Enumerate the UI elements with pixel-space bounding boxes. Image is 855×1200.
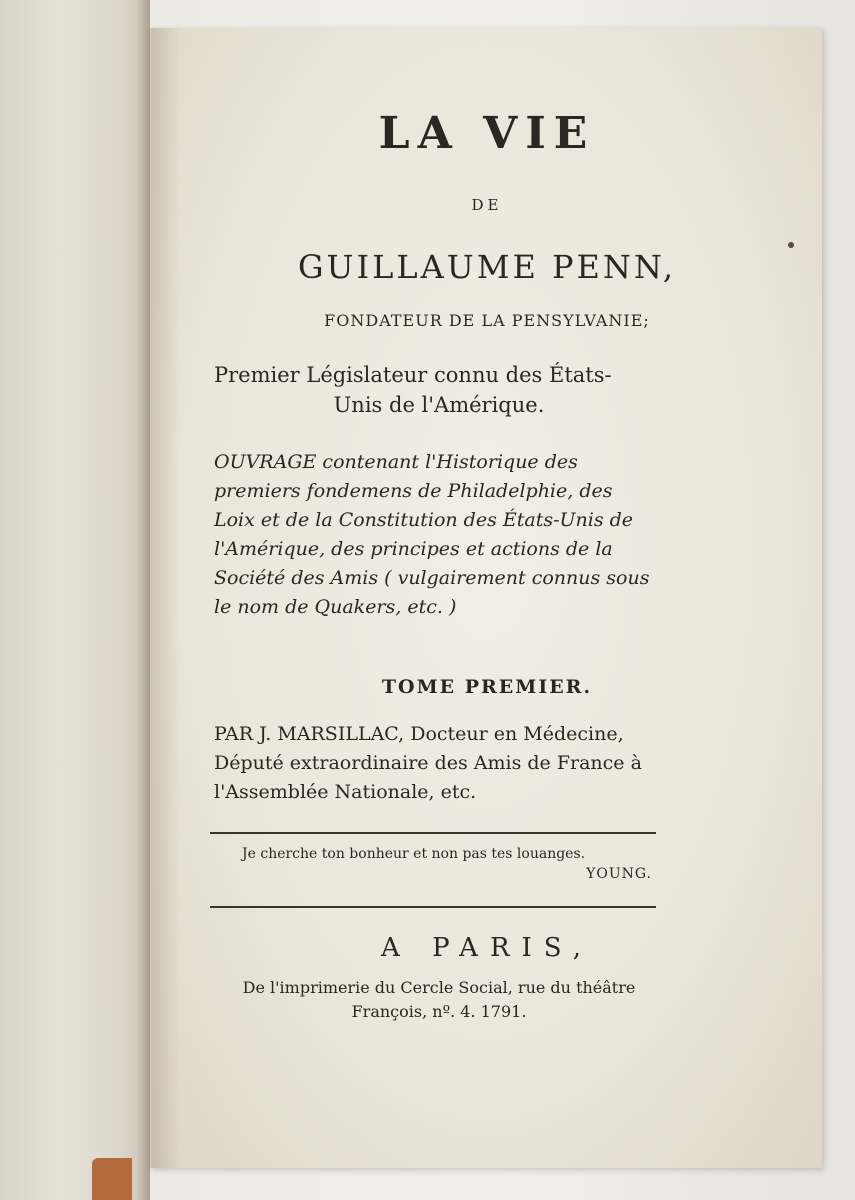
author-line: PAR J. MARSILLAC, Docteur en Médecine, Député extraordinaire des Amis de France à l'Assemblée Nationale, etc. bbox=[214, 723, 642, 803]
founder-line: FONDATEUR DE LA PENSYLVANIE; bbox=[324, 311, 650, 330]
divider-bottom bbox=[210, 906, 656, 908]
imprint-line-2: François, nº. 4. 1791. bbox=[351, 1002, 527, 1021]
title-page bbox=[150, 28, 822, 1168]
leather-binding-corner bbox=[92, 1158, 132, 1200]
paper-speck bbox=[788, 242, 794, 248]
legislator-line-1: Premier Législateur connu des États- bbox=[214, 363, 612, 387]
legislator-line bbox=[214, 360, 664, 420]
book-cover-edge bbox=[0, 0, 150, 1200]
epigraph bbox=[242, 844, 652, 884]
volume-label: TOME PREMIER. bbox=[381, 676, 593, 698]
imprint-line-1: De l'imprimerie du Cercle Social, rue du théâtre bbox=[242, 978, 636, 997]
book-title: LA VIE bbox=[378, 108, 596, 159]
imprint bbox=[214, 976, 664, 1024]
work-description: OUVRAGE contenant l'Historique des premiers fondemens de Philadelphie, des Loix et de la Constitution des États-Unis de l'Amérique, des principes et actions de la Société des Amis ( vulgairement connus sous le nom de Quakers, etc. ) bbox=[214, 451, 650, 618]
epigraph-author: YOUNG. bbox=[586, 866, 652, 882]
divider-top bbox=[210, 832, 656, 834]
epigraph-text: Je cherche ton bonheur et non pas tes louanges. bbox=[242, 846, 586, 862]
title-de: DE bbox=[471, 196, 503, 214]
publication-city: A PARIS, bbox=[381, 933, 593, 963]
legislator-line-2: Unis de l'Amérique. bbox=[333, 393, 545, 417]
subject-name: GUILLAUME PENN, bbox=[297, 248, 677, 286]
